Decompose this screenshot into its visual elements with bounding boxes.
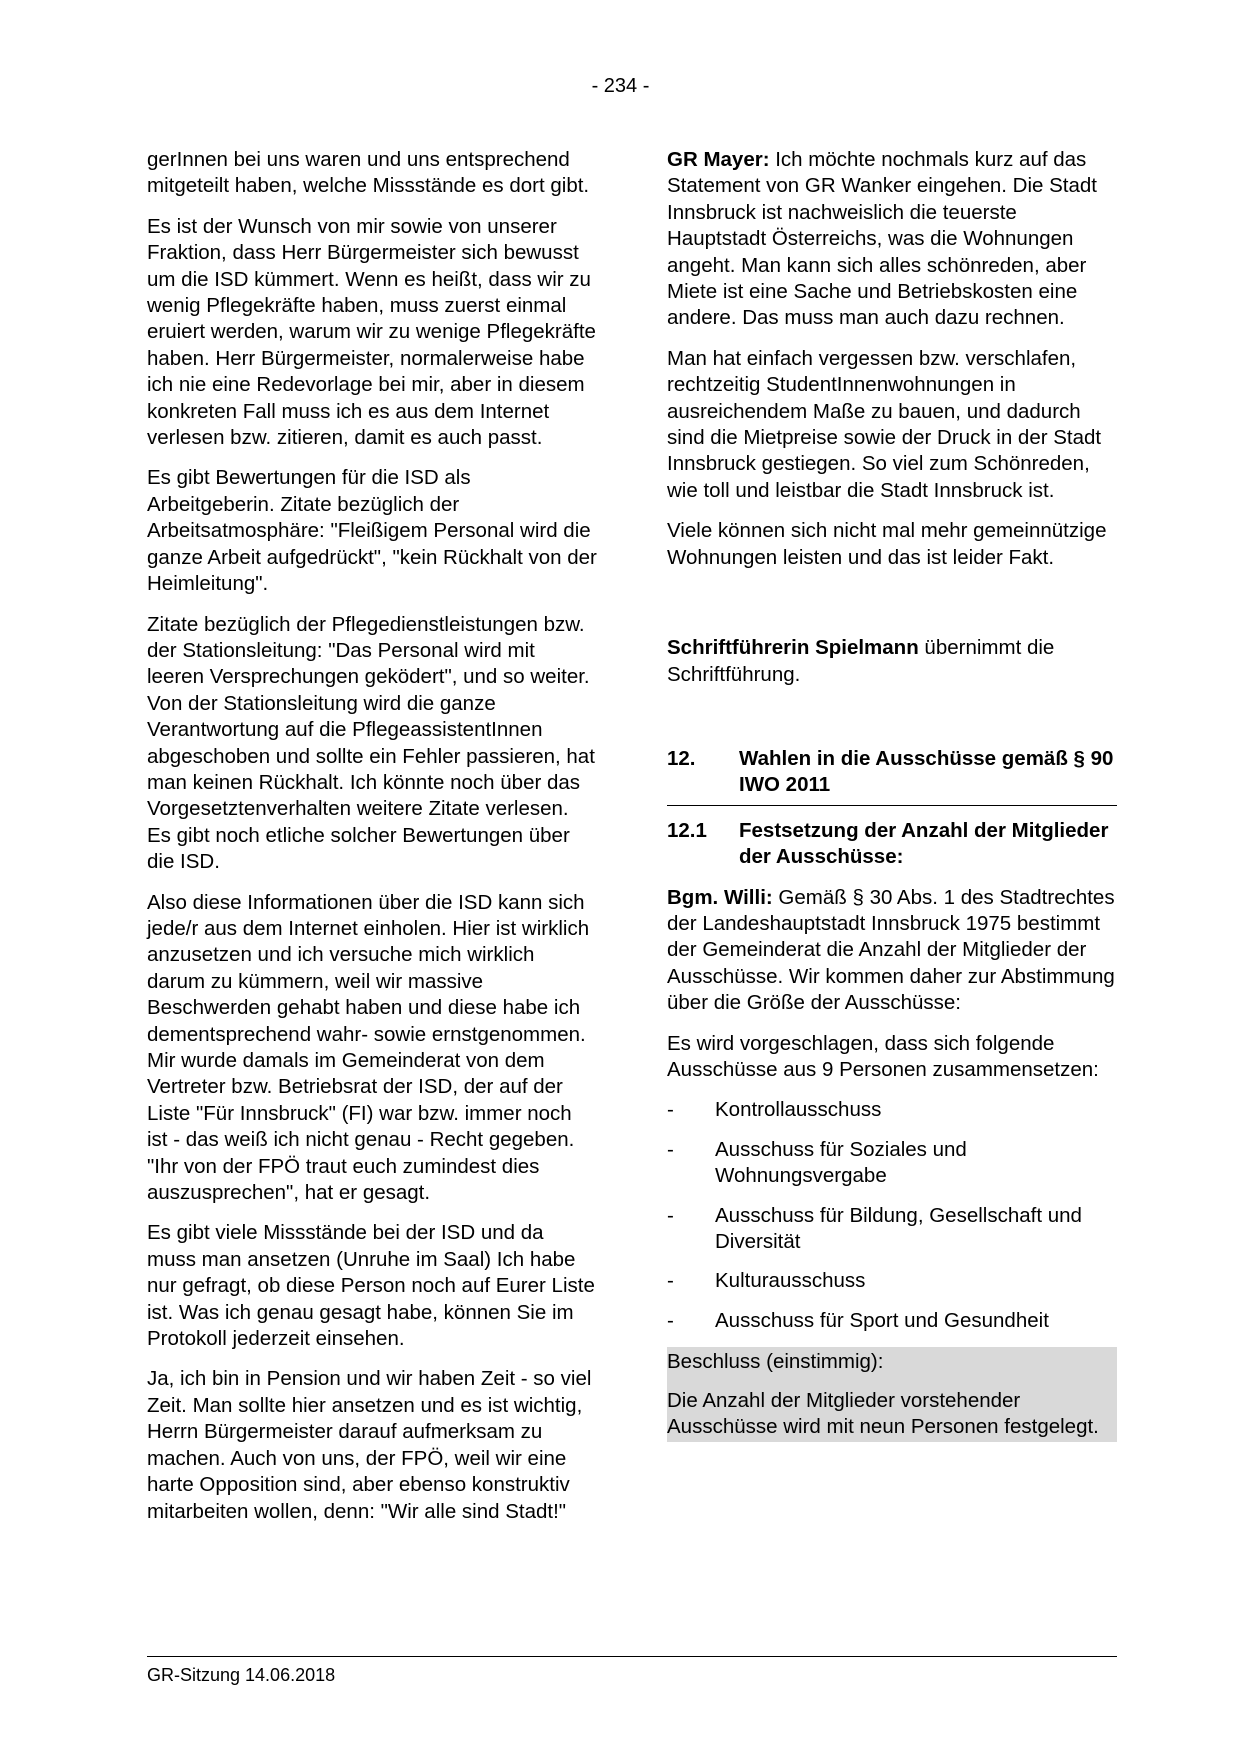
dash-marker: - — [667, 1308, 674, 1332]
paragraph: Viele können sich nicht mal mehr gemeinnützige Wohnungen leisten und das ist leider Fakt. — [667, 519, 1107, 569]
resolution-box — [667, 1347, 1117, 1442]
statement-text: Ich möchte nochmals kurz auf das Statement von GR Wanker eingehen. Die Stadt Innsbruck ist nachweislich die teuerste Hauptstadt Österreichs, was die Wohnungen angeht. Man kann sich alles schönreden, aber Miete ist eine Sache und Betriebskosten eine andere. Das muss man auch dazu rechnen. — [667, 148, 1097, 330]
footer-session-date: GR-Sitzung 14.06.2018 — [147, 1665, 336, 1685]
committee-list — [667, 1097, 1117, 1334]
speaker-name: GR Mayer: — [667, 148, 770, 171]
resolution-text: Die Anzahl der Mitglieder vorstehender Ausschüsse wird mit neun Personen festgelegt. — [667, 1388, 1099, 1439]
paragraph: gerInnen bei uns waren und uns entsprechend mitgeteilt haben, welche Missstände es dort gibt. — [147, 148, 590, 198]
list-item — [667, 1203, 1117, 1256]
dash-marker: - — [667, 1269, 674, 1293]
dash-marker: - — [667, 1137, 674, 1161]
list-item — [667, 1097, 1117, 1123]
mayer-statement — [667, 147, 1117, 332]
page-number: - 234 - — [591, 75, 650, 97]
proposal-text: Es wird vorgeschlagen, dass sich folgende Ausschüsse aus 9 Personen zusammensetzen: — [667, 1031, 1099, 1081]
committee-name: Ausschuss für Bildung, Gesellschaft und Diversität — [715, 1203, 1082, 1253]
paragraph: Zitate bezüglich der Pflegedienstleistungen bzw. der Stationsleitung: "Das Personal wird mit leeren Versprechungen geködert", und so weiter. Von der Stationsleitung wird die ganze Verantwortung auf die PflegeassistentInnen abgeschoben und sollte ein Fehler passieren, hat man keinen Rückhalt. Ich könnte noch über das Vorgesetztenverhalten weitere Zitate verlesen. Es gibt noch etliche solcher Bewertungen über die ISD. — [147, 612, 595, 874]
resolution-title: Beschluss (einstimmig): — [667, 1350, 884, 1374]
list-item — [667, 1308, 1117, 1334]
statement-text: Gemäß § 30 Abs. 1 des Stadtrechtes der Landeshauptstadt Innsbruck 1975 bestimmt der Gemeinderat die Anzahl der Mitglieder der Ausschüsse. Wir kommen daher zur Abstimmung über die Größe der Ausschüsse: — [667, 885, 1115, 1015]
schriftfuehrung-note — [667, 635, 1117, 688]
spacer — [667, 702, 1117, 746]
paragraph: Ja, ich bin in Pension und wir haben Zeit - so viel Zeit. Man sollte hier ansetzen und es ist wichtig, Herrn Bürgermeister darauf aufmerksam zu machen. Auch von uns, der FPÖ, weil wir eine harte Opposition sind, aber ebenso konstruktiv mitarbeiten wollen, denn: "Wir alle sind Stadt!" — [147, 1367, 592, 1523]
footer-divider — [147, 1656, 1117, 1657]
section-title: Wahlen in die Ausschüsse gemäß § 90 IWO 2011 — [739, 746, 1114, 797]
section-number: 12. — [667, 746, 696, 770]
left-column — [147, 147, 597, 1539]
list-item — [667, 1137, 1117, 1190]
speaker-name: Bgm. Willi: — [667, 885, 773, 909]
committee-name: Ausschuss für Sport und Gesundheit — [715, 1308, 1049, 1332]
dash-marker: - — [667, 1203, 674, 1227]
paragraph: Also diese Informationen über die ISD kann sich jede/r aus dem Internet einholen. Hier ist wirklich anzusetzen und ich versuche mich wirklich darum zu kümmern, weil wir massive Beschwerden gehabt haben und diese habe ich dementsprechend wahr- sowie ernstgenommen. Mir wurde damals im Gemeinderat von dem Vertreter bzw. Betriebsrat der ISD, der auf der Liste "Für Innsbruck" (FI) war bzw. immer noch ist - das weiß ich nicht genau - Recht gegeben. "Ihr von der FPÖ traut euch zumindest dies auszusprechen", hat er gesagt. — [147, 890, 590, 1205]
paragraph: Es ist der Wunsch von mir sowie von unserer Fraktion, dass Herr Bürgermeister sich bewusst um die ISD kümmert. Wenn es heißt, dass wir zu wenig Pflegekräfte haben, muss zuerst einmal eruiert werden, warum wir zu wenige Pflegekräfte haben. Herr Bürgermeister, normalerweise habe ich nie eine Redevorlage bei mir, aber in diesem konkreten Fall muss ich es aus dem Internet verlesen bzw. zitieren, damit es auch passt. — [147, 214, 596, 450]
speaker-name: Schriftführerin Spielmann — [667, 636, 919, 660]
paragraph: Es gibt Bewertungen für die ISD als Arbeitgeberin. Zitate bezüglich der Arbeitsatmosphäre: "Fleißigem Personal wird die ganze Arbeit aufgedrückt", "kein Rückhalt von der Heimleitung". — [147, 466, 597, 596]
committee-name: Kontrollausschuss — [715, 1098, 882, 1122]
section-heading — [667, 746, 1117, 806]
committee-name: Kulturausschuss — [715, 1269, 866, 1293]
note-text: übernimmt die Schriftführung. — [667, 636, 1055, 686]
right-column — [667, 147, 1117, 1442]
subsection-title: Festsetzung der Anzahl der Mitglieder der Ausschüsse: — [739, 818, 1109, 869]
willi-statement — [667, 885, 1117, 1017]
dash-marker: - — [667, 1098, 674, 1122]
subsection-heading — [667, 818, 1117, 875]
subsection-number: 12.1 — [667, 818, 707, 842]
paragraph: Es gibt viele Missstände bei der ISD und da muss man ansetzen (Unruhe im Saal) Ich habe nur gefragt, ob diese Person noch auf Eurer Liste ist. Was ich genau gesagt habe, können Sie im Protokoll jederzeit einsehen. — [147, 1221, 595, 1351]
committee-name: Ausschuss für Soziales und Wohnungsvergabe — [715, 1137, 967, 1188]
list-item — [667, 1268, 1117, 1294]
paragraph: Man hat einfach vergessen bzw. verschlafen, rechtzeitig StudentInnenwohnungen in ausreichendem Maße zu bauen, und dadurch sind die Mietpreise sowie der Druck in der Stadt Innsbruck gestiegen. So viel zum Schönreden, wie toll und leistbar die Stadt Innsbruck ist. — [667, 346, 1102, 502]
spacer — [667, 585, 1117, 635]
